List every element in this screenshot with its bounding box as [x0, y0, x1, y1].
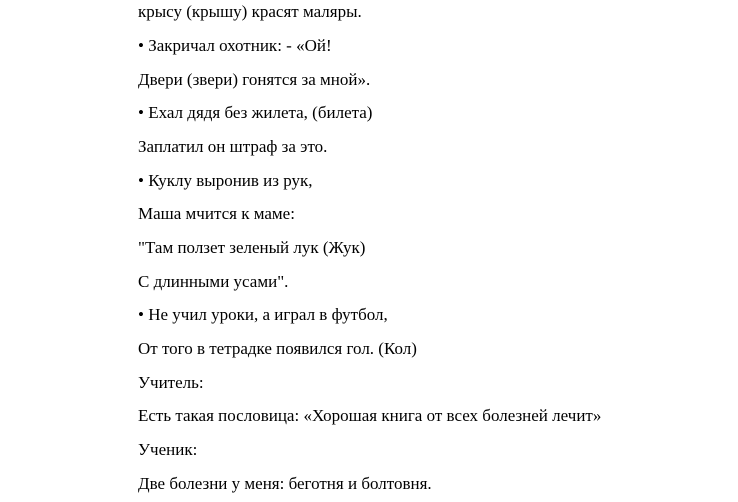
text-line: Двери (звери) гонятся за мной».	[138, 70, 371, 89]
text-line: • Куклу выронив из рук,	[138, 171, 313, 190]
text-line: "Там ползет зеленый лук (Жук)	[138, 238, 366, 257]
text-line: Ученик:	[138, 440, 198, 459]
text-line: Маша мчится к маме:	[138, 204, 295, 223]
text-line: От того в тетрадке появился гол. (Кол)	[138, 339, 417, 358]
text-line: • Ехал дядя без жилета, (билета)	[138, 103, 373, 122]
text-line: Есть такая пословица: «Хорошая книга от всех болезней лечит»	[138, 406, 602, 425]
text-line: Две болезни у меня: беготня и болтовня.	[138, 474, 432, 493]
text-line: Учитель:	[138, 373, 204, 392]
text-line: • Закричал охотник: - «Ой!	[138, 36, 332, 55]
text-line: крысу (крышу) красят маляры.	[138, 2, 362, 21]
text-line: С длинными усами".	[138, 272, 289, 291]
text-line: • Не учил уроки, а играл в футбол,	[138, 305, 388, 324]
text-line: Заплатил он штраф за это.	[138, 137, 328, 156]
